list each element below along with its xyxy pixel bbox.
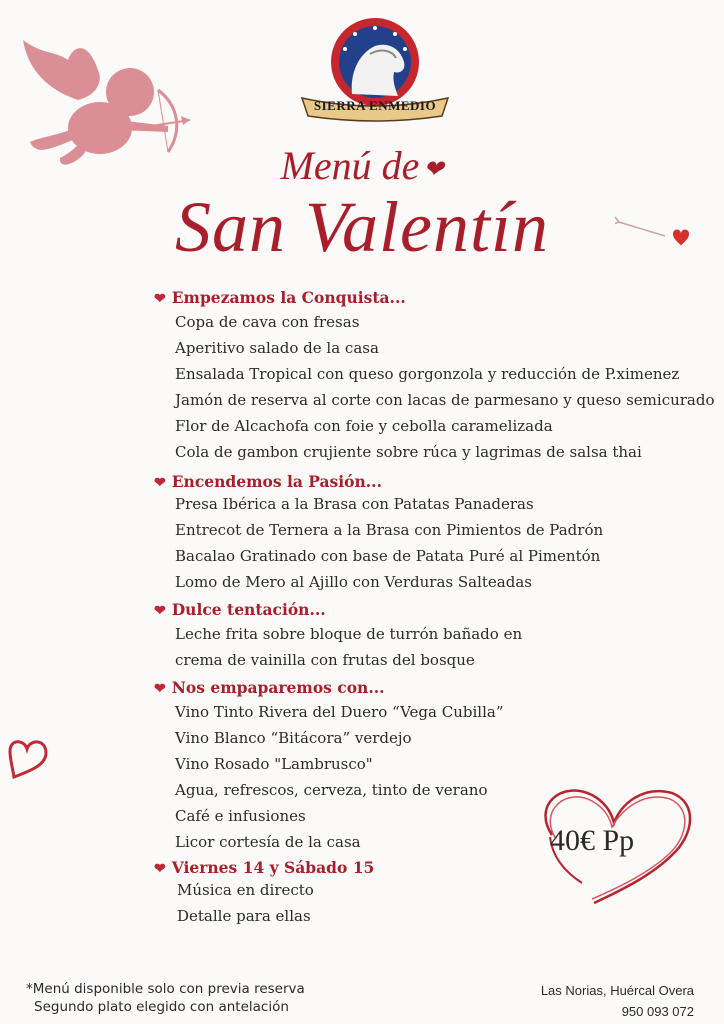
list-item: Música en directo <box>177 881 314 899</box>
heart-icon: ❤ <box>154 603 166 619</box>
footer-note <box>26 980 305 1016</box>
heart-icon: ❤ <box>154 475 166 491</box>
logo-text: SIERRA ENMEDIO <box>313 98 437 113</box>
heart-icon: ❤ <box>154 861 166 877</box>
list-item: Copa de cava con fresas <box>175 313 360 331</box>
heart-icon: ❤ <box>154 291 166 307</box>
list-item: Ensalada Tropical con queso gorgonzola y reducción de P.ximenez <box>175 365 680 383</box>
section-title: Empezamos la Conquista... <box>171 288 406 307</box>
section-bebidas <box>154 678 385 697</box>
footer-address <box>541 980 694 1022</box>
address-text: Las Norias, Huércal Overa <box>540 983 694 998</box>
list-item: Vino Blanco “Bitácora” verdejo <box>175 729 412 747</box>
heart-arrow-icon <box>615 212 695 248</box>
list-item: Agua, refrescos, cerveza, tinto de verano <box>175 781 488 799</box>
list-item: Lomo de Mero al Ajillo con Verduras Salteadas <box>175 573 532 591</box>
section-conquista <box>154 288 406 307</box>
footer-note-line1: *Menú disponible solo con previa reserva <box>26 981 305 997</box>
phone-text: 950 093 072 <box>621 1004 694 1019</box>
list-item: Flor de Alcachofa con foie y cebolla caramelizada <box>175 417 553 435</box>
list-item: Jamón de reserva al corte con lacas de parmesano y queso semicurado <box>175 391 715 409</box>
section-title: Dulce tentación... <box>171 600 326 619</box>
list-item: Vino Tinto Rivera del Duero “Vega Cubilla” <box>175 703 504 721</box>
list-item: Aperitivo salado de la casa <box>175 339 379 357</box>
footer-note-line2: Segundo plato elegido con antelación <box>34 999 289 1015</box>
list-item: Café e infusiones <box>175 807 306 825</box>
section-title: Encendemos la Pasión... <box>171 472 382 491</box>
restaurant-logo <box>300 14 450 128</box>
list-item: Detalle para ellas <box>177 907 311 925</box>
list-item: Licor cortesía de la casa <box>175 833 361 851</box>
title-line1 <box>0 142 724 189</box>
list-item: Entrecot de Ternera a la Brasa con Pimientos de Padrón <box>175 521 604 539</box>
section-dulce <box>154 600 326 619</box>
section-title: Viernes 14 y Sábado 15 <box>171 858 375 877</box>
title-line1-text: Menú de <box>280 143 420 188</box>
list-item: Presa Ibérica a la Brasa con Patatas Panaderas <box>175 495 534 513</box>
list-item: crema de vainilla con frutas del bosque <box>175 651 475 669</box>
list-item: Bacalao Gratinado con base de Patata Puré al Pimentón <box>175 547 601 565</box>
list-item: Cola de gambon crujiente sobre rúca y lagrimas de salsa thai <box>175 443 642 461</box>
list-item: Vino Rosado "Lambrusco" <box>175 755 373 773</box>
heart-outline-icon <box>4 735 50 781</box>
section-pasion <box>154 472 382 491</box>
list-item: Leche frita sobre bloque de turrón bañado en <box>175 625 523 643</box>
page-title: San Valentín <box>175 187 549 267</box>
section-title: Nos empaparemos con... <box>171 678 385 697</box>
heart-icon: ❤ <box>154 681 166 697</box>
heart-icon: ❤ <box>423 157 444 184</box>
section-fechas <box>154 858 374 877</box>
price-label: 40€ Pp <box>550 824 635 857</box>
